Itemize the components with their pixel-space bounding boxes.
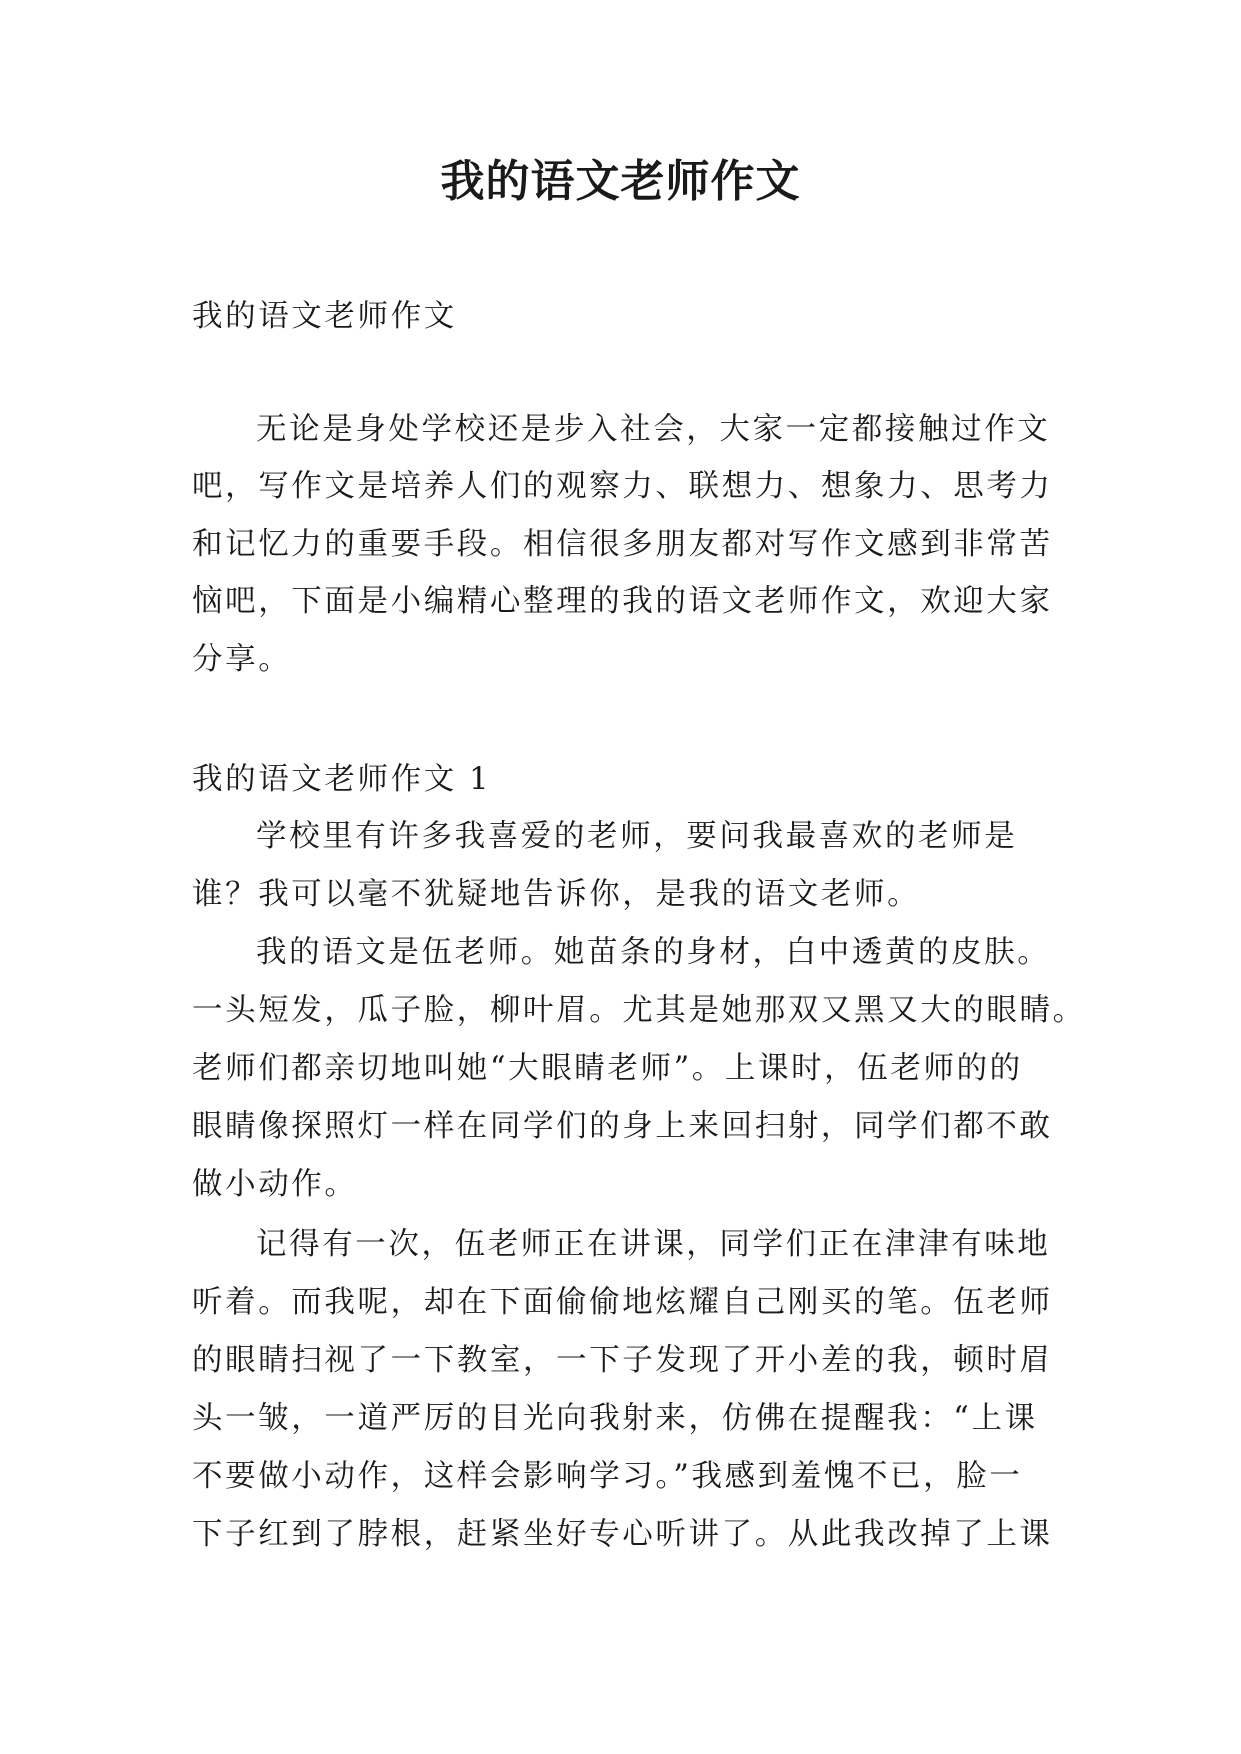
paragraph-line: 听着。而我呢，却在下面偷偷地炫耀自己刚买的笔。伍老师 <box>192 1285 1053 1320</box>
intro-line: 无论是身处学校还是步入社会，大家一定都接触过作文 <box>256 412 1051 447</box>
intro-line: 恼吧，下面是小编精心整理的我的语文老师作文，欢迎大家 <box>192 584 1053 619</box>
paragraph-line: 记得有一次，伍老师正在讲课，同学们正在津津有味地 <box>256 1227 1051 1262</box>
paragraph-line: 头一皱，一道严厉的目光向我射来，仿佛在提醒我：“上课 <box>192 1401 1038 1436</box>
paragraph-line: 老师们都亲切地叫她“大眼睛老师”。上课时，伍老师的的 <box>192 1051 1023 1086</box>
paragraph-line: 不要做小动作，这样会影响学习。”我感到羞愧不已，脸一 <box>192 1459 1023 1494</box>
paragraph-line: 下子红到了脖根，赶紧坐好专心听讲了。从此我改掉了上课 <box>192 1517 1053 1552</box>
section-heading: 我的语文老师作文 1 <box>192 762 492 797</box>
paragraph-line: 我的语文是伍老师。她苗条的身材，白中透黄的皮肤。 <box>256 935 1051 970</box>
document-subtitle: 我的语文老师作文 <box>192 299 457 334</box>
intro-line: 吧，写作文是培养人们的观察力、联想力、想象力、思考力 <box>192 469 1053 504</box>
paragraph-line: 谁？我可以毫不犹疑地告诉你，是我的语文老师。 <box>192 877 921 912</box>
paragraph-line: 学校里有许多我喜爱的老师，要问我最喜欢的老师是 <box>256 819 1018 854</box>
paragraph-line: 做小动作。 <box>192 1167 358 1202</box>
paragraph-line: 的眼睛扫视了一下教室，一下子发现了开小差的我，顿时眉 <box>192 1343 1053 1378</box>
intro-line: 分享。 <box>192 642 292 677</box>
document-title: 我的语文老师作文 <box>440 156 801 207</box>
paragraph-line: 一头短发，瓜子脸，柳叶眉。尤其是她那双又黑又大的眼睛。 <box>192 993 1086 1028</box>
intro-line: 和记忆力的重要手段。相信很多朋友都对写作文感到非常苦 <box>192 527 1053 562</box>
paragraph-line: 眼睛像探照灯一样在同学们的身上来回扫射，同学们都不敢 <box>192 1109 1053 1144</box>
